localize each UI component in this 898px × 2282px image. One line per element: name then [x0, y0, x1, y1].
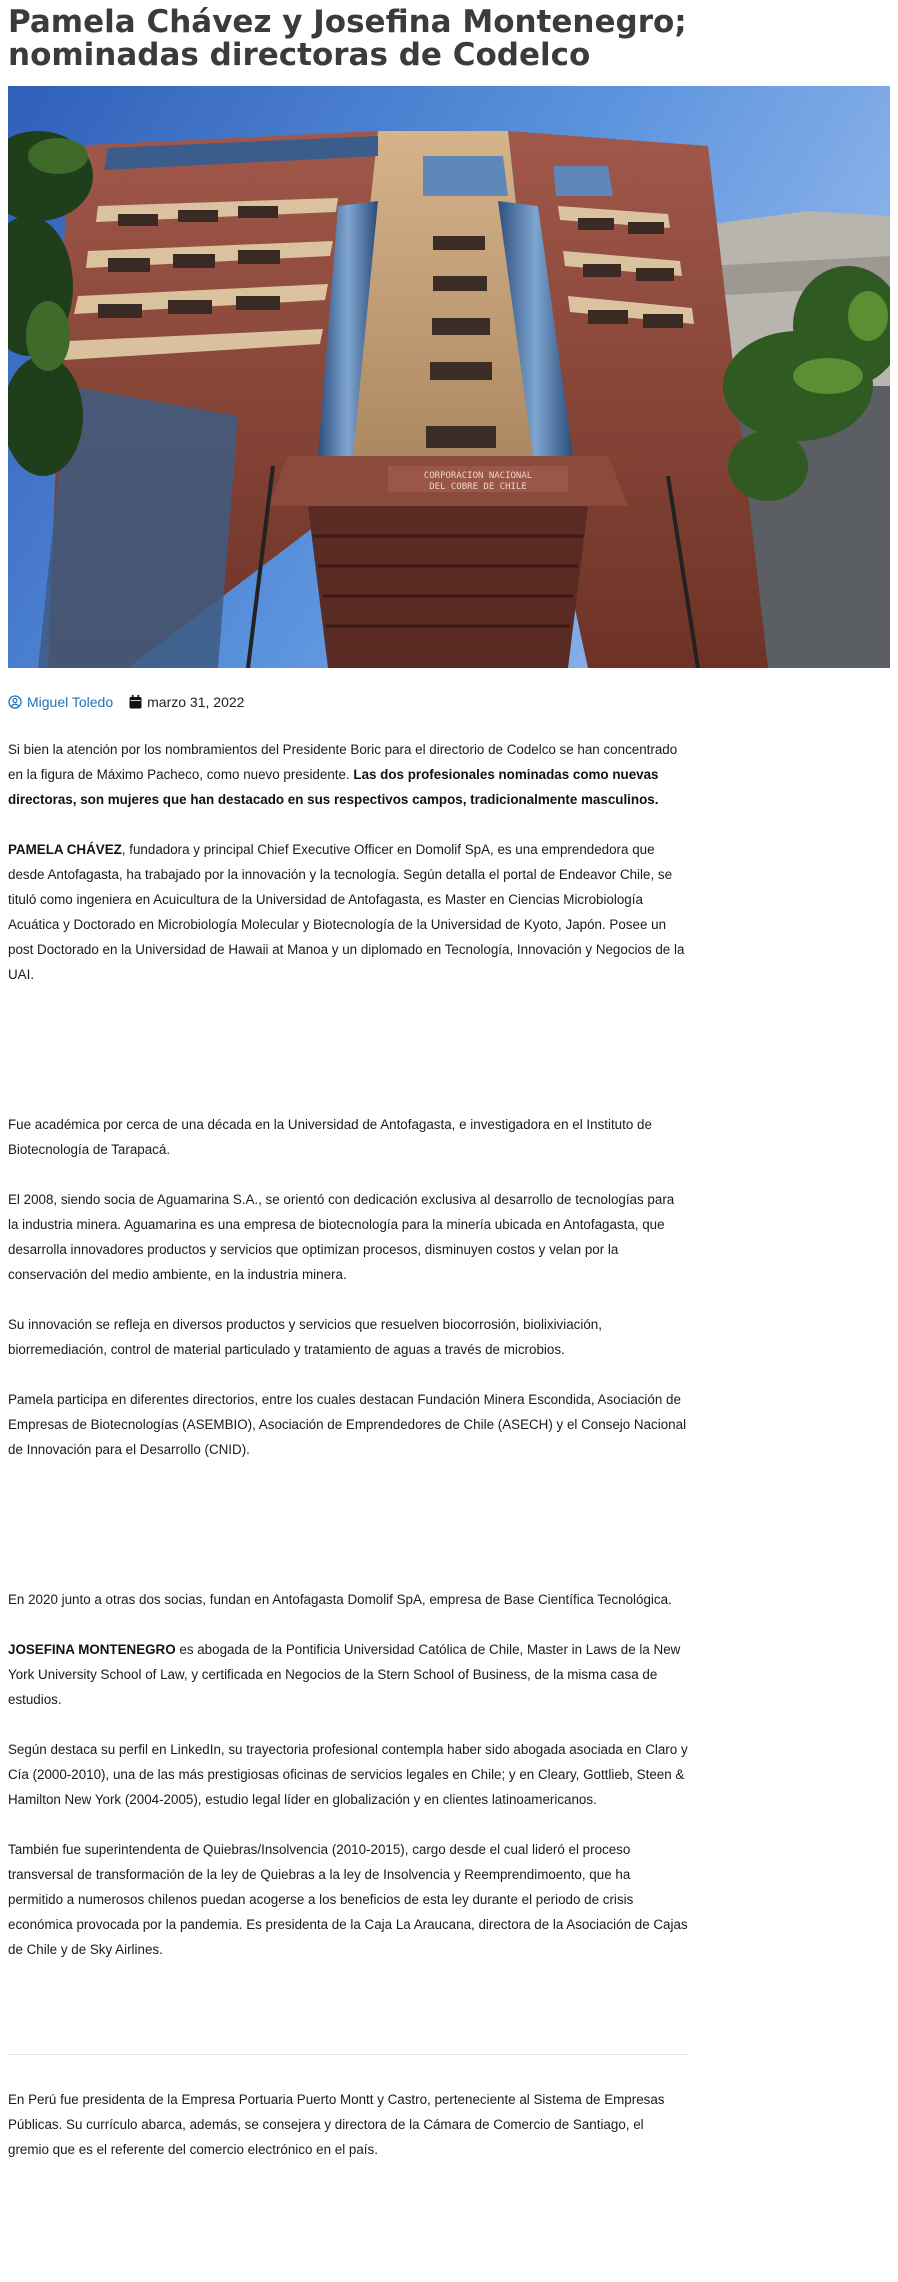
svg-text:DEL COBRE DE CHILE: DEL COBRE DE CHILE: [429, 482, 527, 492]
paragraph-superintendenta: También fue superintendenta de Quiebras/Insolvencia (2010-2015), cargo desde el cual lideró el proceso transversal de transformación de la ley de Quiebras a la ley de Insolvencia y Reemprendimoento, que ha permitido a numerosos chilenos puedan acogerse a los beneficios de esta ley durante el periodo de crisis económica provocada por la pandemia. Es presidenta de la Caja La Araucana, directora de la Asociación de Cajas de Chile y de Sky Airlines.: [8, 1842, 688, 1957]
author-name: Miguel Toledo: [27, 694, 114, 710]
article-body: [8, 737, 688, 2162]
paragraph-directorios: Pamela participa en diferentes directorios, entre los cuales destacan Fundación Minera Escondida, Asociación de Empresas de Biotecnologías (ASEMBIO), Asociación de Emprendedores de Chile (ASECH) y el Consejo Nacional de Innovación para el Desarrollo (CNID).: [8, 1392, 687, 1457]
building-sign: CORPORACION NACIONAL: [423, 471, 533, 481]
article-title: Pamela Chávez y Josefina Montenegro; nominadas directoras de Codelco: [8, 4, 687, 73]
article-meta: [8, 692, 244, 712]
building-photo: [8, 86, 890, 668]
date-text: marzo 31, 2022: [147, 694, 245, 710]
paragraph-linkedin: Según destaca su perfil en LinkedIn, su trayectoria profesional contempla haber sido abogada asociada en Claro y Cía (2000-2010), una de las más prestigiosas oficinas de servicios legales en Chile; y en Cleary, Gottlieb, Steen & Hamilton New York (2004-2005), estudio legal líder en globalización y en clientes latinoamericanos.: [8, 1742, 688, 1807]
paragraph-pamela-bio: PAMELA CHÁVEZ, fundadora y principal Chief Executive Officer en Domolif SpA, es una emprendedora que desde Antofagasta, ha trabajado por la innovación y la tecnología. Según detalla el portal de Endeavor Chile, se tituló como ingeniera en Acuicultura de la Universidad de Antofagasta, es Master en Ciencias Microbiología Acuática y Doctorado en Microbiología Molecular y Biotecnología de la Universidad de Kyoto, Japón. Posee un post Doctorado en la Universidad de Hawaii at Manoa y un diplomado en Tecnología, Innovación y Negocios de la UAI.: [8, 842, 685, 982]
paragraph-intro: Si bien la atención por los nombramientos del Presidente Boric para el directorio de Codelco se han concentrado en la figura de Máximo Pacheco, como nuevo presidente. Las dos profesionales nominadas como nuevas directoras, son mujeres que han destacado en sus respectivos campos, tradicionalmente masculinos.: [8, 742, 678, 807]
paragraph-innovation: Su innovación se refleja en diversos productos y servicios que resuelven biocorrosión, biolixiviación, biorremediación, control de material particulado y tratamiento de aguas a través de microbios.: [8, 1317, 602, 1357]
user-circle-icon: [8, 695, 22, 709]
intro-highlight: Las dos profesionales nominadas como nuevas directoras, son mujeres que han destacado en sus respectivos campos, tradicionalmente masculinos.: [8, 767, 659, 807]
name-josefina: JOSEFINA MONTENEGRO: [8, 1642, 176, 1657]
publish-date: [129, 694, 244, 710]
paragraph-aguamarina: El 2008, siendo socia de Aguamarina S.A., se orientó con dedicación exclusiva al desarrollo de tecnologías para la industria minera. Aguamarina es una empresa de biotecnología para la minería ubicada en Antofagasta, que desarrolla innovadores productos y servicios que optimizan procesos, disminuyen costos y velan por la conservación del medio ambiente, en la industria minera.: [8, 1192, 675, 1282]
name-pamela: PAMELA CHÁVEZ: [8, 842, 122, 857]
calendar-icon: [129, 695, 142, 709]
paragraph-peru: En Perú fue presidenta de la Empresa Portuaria Puerto Montt y Castro, perteneciente al Sistema de Empresas Públicas. Su currículo abarca, además, se consejera y directora de la Cámara de Comercio de Santiago, el gremio que es el referente del comercio electrónico en el país.: [8, 2092, 665, 2157]
divider: [8, 2054, 688, 2055]
author-link[interactable]: [8, 694, 113, 710]
hero-image: [8, 86, 890, 668]
paragraph-josefina-bio: JOSEFINA MONTENEGRO es abogada de la Pontificia Universidad Católica de Chile, Master in Laws de la New York University School of Law, y certificada en Negocios de la Stern School of Business, de la misma casa de estudios.: [8, 1642, 681, 1707]
paragraph-domolif: En 2020 junto a otras dos socias, fundan en Antofagasta Domolif SpA, empresa de Base Científica Tecnológica.: [8, 1592, 672, 1607]
paragraph-academic: Fue académica por cerca de una década en la Universidad de Antofagasta, e investigadora en el Instituto de Biotecnología de Tarapacá.: [8, 1117, 652, 1157]
